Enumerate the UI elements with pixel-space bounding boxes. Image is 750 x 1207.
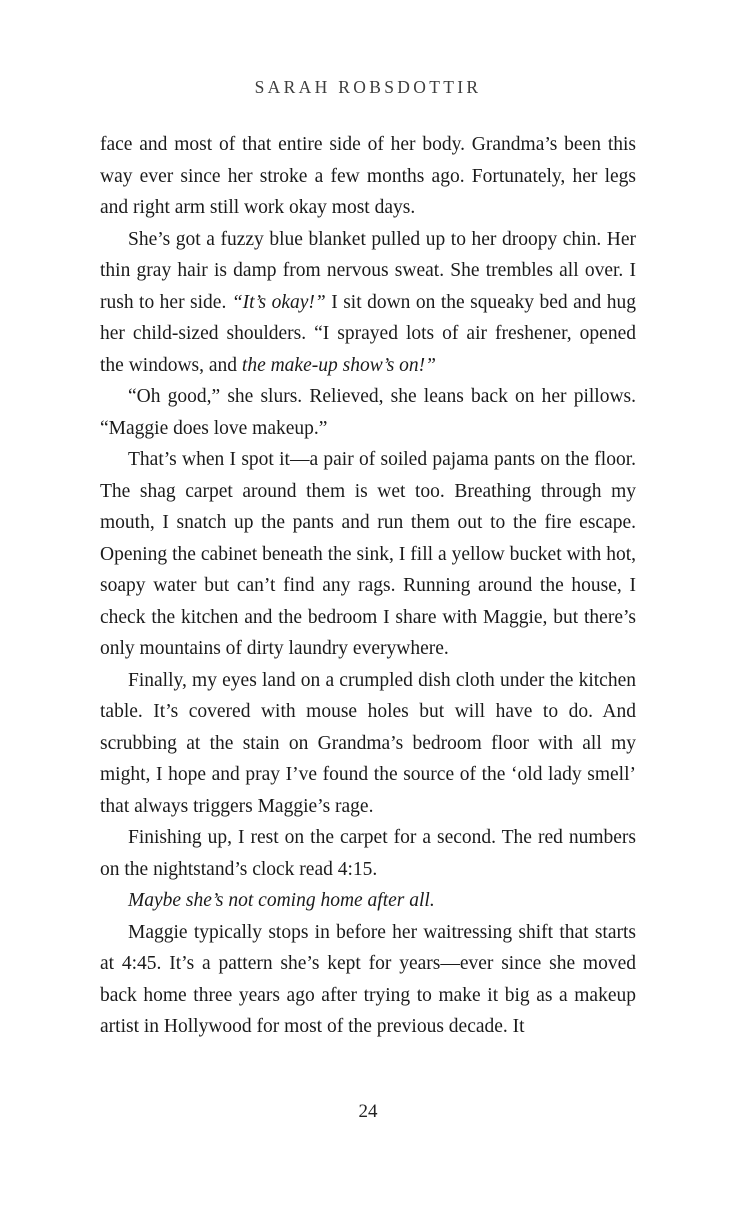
paragraph — [100, 917, 636, 1043]
paragraph — [100, 665, 636, 823]
paragraph — [100, 224, 636, 382]
paragraph — [100, 444, 636, 665]
paragraph — [100, 129, 636, 224]
italic-text-run: the make-up show’s on!” — [241, 354, 436, 376]
text-run: Maggie typically stops in before her waitressing shift that starts at 4:45. It’s a pattern she’s kept for years—ever since she moved back home three years ago after trying to make it big as a makeup artist in Hollywood for most of the previous decade. It — [100, 921, 636, 1037]
text-run: She’s got a fuzzy blue blanket pulled up to her droopy chin. Her thin gray hair is damp from nervous sweat. She trembles all over. I rush to her side. — [100, 228, 636, 313]
text-run: I sit down on the squeaky bed and hug her child-sized shoulders. “I sprayed lots of air freshener, opened the windows, and — [100, 291, 636, 376]
paragraph — [100, 885, 636, 917]
paragraph — [100, 381, 636, 444]
paragraph — [100, 822, 636, 885]
body-text — [100, 129, 636, 1043]
text-run: Finishing up, I rest on the carpet for a second. The red numbers on the nightstand’s clock read 4:15. — [100, 827, 636, 880]
text-run: That’s when I spot it—a pair of soiled pajama pants on the floor. The shag carpet around them is wet too. Breathing through my mouth, I snatch up the pants and run them out to the fire escape. Opening the cabinet beneath the sink, I fill a yellow bucket with hot, soapy water but can’t find any rags. Running around the house, I check the kitchen and the bedroom I share with Maggie, but there’s only mountains of dirty laundry everywhere. — [100, 449, 636, 659]
text-run: face and most of that entire side of her body. Grandma’s been this way ever since her stroke a few months ago. Fortunately, her legs and right arm still work okay most days. — [100, 134, 636, 218]
text-run: Finally, my eyes land on a crumpled dish cloth under the kitchen table. It’s covered with mouse holes but will have to do. And scrubbing at the stain on Grandma’s bedroom floor with all my might, I hope and pray I’ve found the source of the ‘old lady smell’ that always triggers Maggie’s rage. — [100, 669, 636, 817]
running-header: SARAH ROBSDOTTIR — [254, 77, 482, 97]
text-run: “Oh good,” she slurs. Relieved, she leans back on her pillows. “Maggie does love makeup.” — [100, 386, 636, 439]
italic-text-run: Maybe she’s not coming home after all. — [128, 890, 435, 911]
italic-text-run: “It’s okay!” — [231, 291, 326, 313]
page-number: 24 — [358, 1101, 378, 1122]
